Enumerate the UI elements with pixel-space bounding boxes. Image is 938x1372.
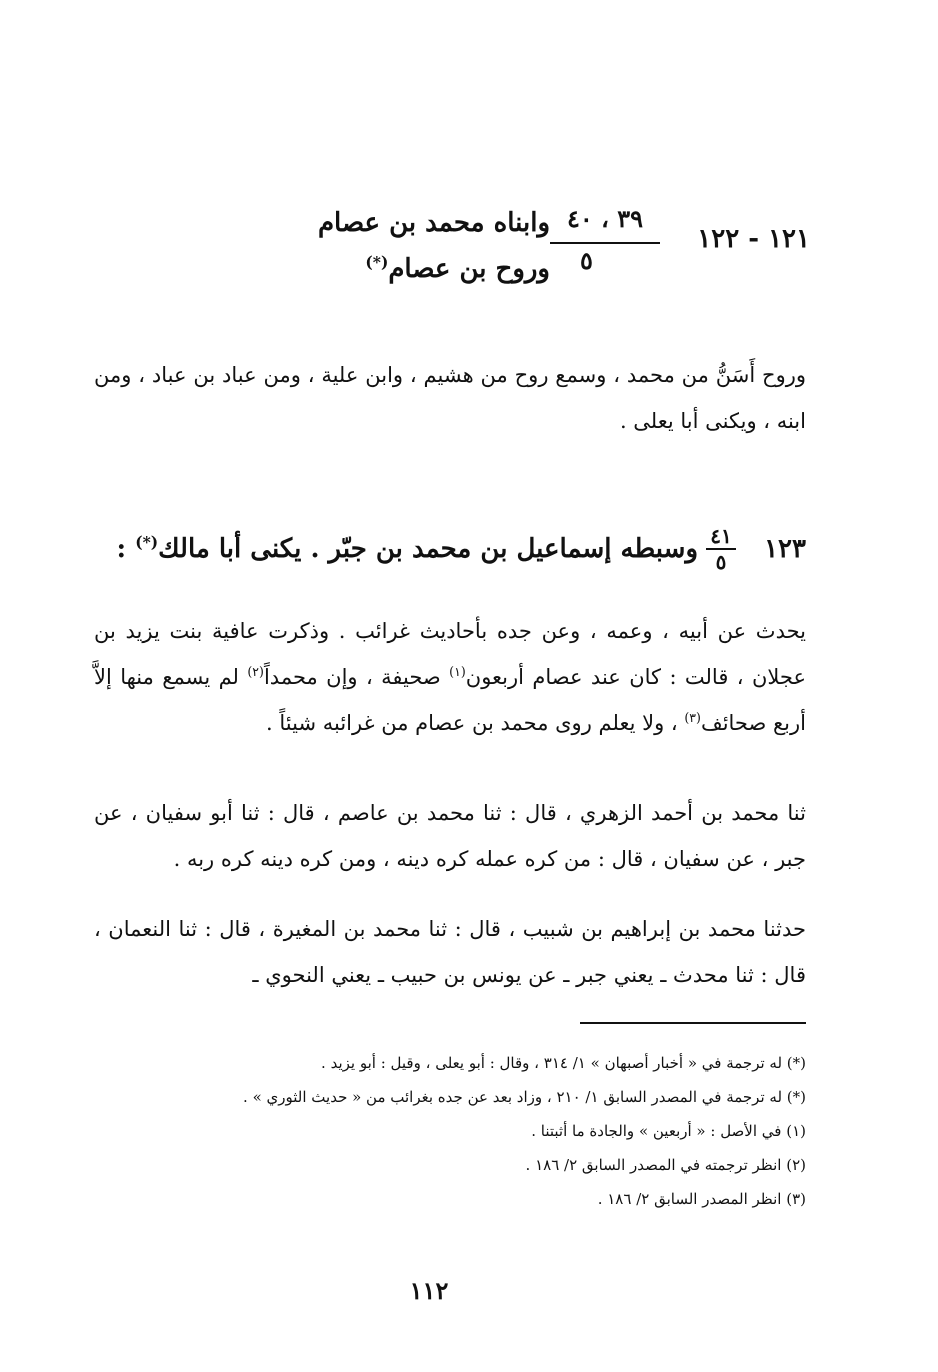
footnote-star-1: (*) له ترجمة في « أخبار أصبهان » ١/ ٣١٤ ، وقال : أبو يعلى ، وقيل : أبو يزيد . (321, 1054, 806, 1072)
entry-names (318, 200, 550, 292)
entry-name-line-2 (318, 246, 550, 292)
footnote-ref-2: (٢) (247, 664, 264, 679)
footnote-marker: (*) (135, 532, 159, 552)
footnote-ref-3: (٣) (684, 710, 701, 725)
entry-title (117, 534, 698, 564)
entry-name-line-1: وابناه محمد بن عصام (317, 208, 550, 238)
entry-title-text: وسبطه إسماعيل بن محمد بن جبّر . يكنى أبا مالك (158, 534, 698, 564)
paragraph-2-part-4: ، ولا يعلم روى محمد بن عصام من غرائبه شيئاً . (266, 711, 685, 735)
paragraph-2-part-1: يحدث عن أبيه ، وعمه ، وعن جده بأحاديث غرائب . وذكرت عافية بنت يزيد بن عجلان ، قالت : كان عند عصام أربعون (94, 619, 806, 689)
footnote-1: (١) في الأصل : « أربعين » والجادة ما أثبتنا . (531, 1122, 806, 1140)
paragraph-2-part-2: صحيفة ، وإن محمداً (263, 665, 450, 689)
footnote-2: (٢) انظر ترجمته في المصدر السابق ٢/ ١٨٦ . (525, 1156, 806, 1174)
footnote-marker: (*) (365, 252, 389, 272)
entry-heading-123 (106, 524, 806, 584)
entry-number: ١٢١ - ١٢٢ (697, 224, 810, 254)
reference-numerator: ٣٩ ، ٤٠ (566, 204, 644, 233)
footnotes (86, 1046, 806, 1216)
footnote-3: (٣) انظر المصدر السابق ٢/ ١٨٦ . (597, 1190, 806, 1208)
entry-reference-fraction (706, 524, 736, 574)
footnote-separator (580, 1022, 806, 1024)
entry-title-colon: : (116, 534, 136, 564)
paragraph-2 (94, 608, 806, 746)
reference-numerator: ٤١ (706, 524, 736, 550)
entry-name-line-2-text: وروح بن عصام (388, 254, 550, 284)
entry-number: ١٢٣ (764, 534, 806, 564)
reference-denominator: ٥ (715, 550, 727, 574)
paragraph-1: وروح أَسَنُّ من محمد ، وسمع روح من هشيم ، وابن علية ، ومن عباد بن عباد ، ومن ابنه ، ويكنى أبا يعلى . (94, 363, 806, 433)
paragraph-2-part-3: لم يسمع منها إلاَّ أربع صحائف (94, 665, 806, 735)
reference-denominator: ٥ (580, 246, 593, 275)
paragraph-3: ثنا محمد بن أحمد الزهري ، قال : ثنا محمد بن عاصم ، قال : ثنا أبو سفيان ، عن جبر ، عن سفيان ، قال : من كره عمله كره دينه ، ومن كره دينه كره ربه . (94, 801, 806, 871)
page-number: ١١٢ (409, 1276, 449, 1305)
entry-heading-121-122 (250, 196, 810, 296)
paragraph-4: حدثنا محمد بن إبراهيم بن شبيب ، قال : ثنا محمد بن المغيرة ، قال : ثنا النعمان ، قال : ثنا محدث ـ يعني جبر ـ عن يونس بن حبيب ـ يعني النحوي ـ (94, 917, 806, 987)
entry-reference-fraction (550, 202, 660, 278)
footnote-star-2: (*) له ترجمة في المصدر السابق ١/ ٢١٠ ، وزاد بعد عن جده بغرائب من « حديث الثوري » . (243, 1088, 806, 1106)
footnote-ref-1: (١) (449, 664, 466, 679)
